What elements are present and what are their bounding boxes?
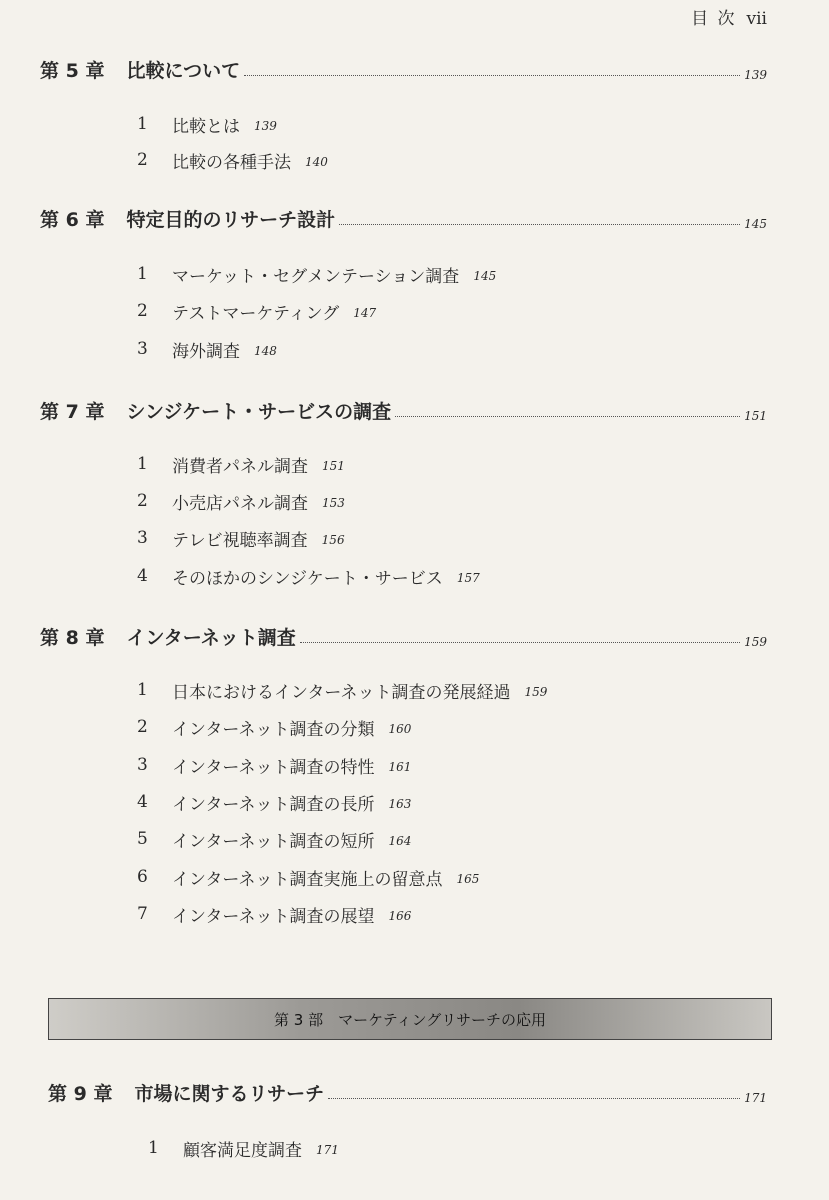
chapter-title: 特定目的のリサーチ設計 (126, 208, 336, 231)
chapter-title: 市場に関するリサーチ (134, 1082, 325, 1105)
toc-item (137, 334, 277, 364)
item-number: 1 (137, 264, 148, 284)
item-title: 顧客満足度調査 (183, 1140, 302, 1161)
toc-item (137, 862, 479, 892)
chapter-page: 171 (744, 1091, 767, 1105)
chapter-page: 139 (744, 68, 767, 82)
item-number: 4 (137, 792, 148, 812)
chapter-page: 145 (744, 217, 767, 231)
dot-leader (339, 224, 740, 225)
item-number: 1 (137, 454, 148, 474)
toc-item (137, 259, 496, 289)
item-title: インターネット調査の長所 (172, 794, 375, 815)
chapter-number: 第 7 章 (40, 400, 105, 423)
chapter-title: 比較について (126, 59, 241, 82)
item-page: 161 (388, 760, 412, 774)
item-title: 比較とは (172, 116, 240, 137)
item-page: 157 (456, 571, 480, 585)
item-title: インターネット調査の展望 (172, 906, 375, 927)
chapter-page: 151 (744, 409, 767, 423)
header-page-number: vii (746, 9, 767, 29)
item-number: 3 (137, 528, 148, 548)
toc-item (137, 486, 345, 516)
header-label: 目 次 (691, 9, 737, 29)
item-title: インターネット調査実施上の留意点 (172, 869, 443, 890)
dot-leader (300, 642, 740, 643)
chapter-number: 第 5 章 (40, 59, 105, 82)
part-banner (48, 998, 772, 1040)
chapter-8-heading (40, 620, 767, 652)
item-number: 5 (137, 829, 148, 849)
item-number: 2 (137, 150, 148, 170)
chapter-number: 第 6 章 (40, 208, 105, 231)
toc-item (137, 899, 411, 929)
item-title: インターネット調査の分類 (172, 719, 375, 740)
item-page: 160 (388, 722, 412, 736)
item-title: 比較の各種手法 (172, 152, 291, 173)
toc-item (137, 712, 411, 742)
item-number: 1 (137, 680, 148, 700)
item-title: テストマーケティング (172, 303, 340, 324)
chapter-page: 159 (744, 635, 767, 649)
item-title: 日本におけるインターネット調査の発展経過 (172, 682, 511, 703)
item-number: 3 (137, 339, 148, 359)
chapter-number: 第 8 章 (40, 626, 105, 649)
chapter-7-heading (40, 394, 767, 426)
dot-leader (395, 416, 740, 417)
item-title: 小売店パネル調査 (172, 493, 308, 514)
toc-item (137, 675, 547, 705)
item-title: そのほかのシンジケート・サービス (172, 568, 443, 589)
item-number: 7 (137, 904, 148, 924)
item-number: 1 (148, 1138, 159, 1158)
toc-item (137, 561, 480, 591)
item-page: 156 (321, 533, 345, 547)
toc-item (137, 824, 411, 854)
item-number: 3 (137, 755, 148, 775)
item-page: 165 (456, 872, 480, 886)
chapter-9-heading (48, 1076, 767, 1108)
toc-item (137, 750, 411, 780)
item-page: 148 (254, 344, 277, 358)
item-title: 消費者パネル調査 (172, 456, 308, 477)
item-page: 166 (388, 909, 412, 923)
toc-item (148, 1133, 339, 1163)
item-number: 2 (137, 301, 148, 321)
item-title: マーケット・セグメンテーション調査 (172, 266, 460, 287)
chapter-title: インターネット調査 (126, 626, 296, 649)
item-number: 4 (137, 566, 148, 586)
toc-item (137, 523, 345, 553)
toc-item (137, 449, 345, 479)
part-title: 第 3 部 マーケティングリサーチの応用 (274, 1010, 546, 1029)
item-page: 147 (353, 306, 377, 320)
item-title: 海外調査 (172, 341, 240, 362)
item-title: インターネット調査の特性 (172, 757, 375, 778)
item-number: 2 (137, 491, 148, 511)
item-page: 140 (305, 155, 328, 169)
item-page: 151 (322, 459, 345, 473)
item-page: 139 (254, 119, 277, 133)
item-page: 171 (316, 1143, 339, 1157)
toc-item (137, 109, 277, 139)
item-title: テレビ視聴率調査 (172, 530, 308, 551)
item-number: 6 (137, 867, 148, 887)
item-page: 159 (524, 685, 548, 699)
item-title: インターネット調査の短所 (172, 831, 375, 852)
dot-leader (328, 1098, 740, 1099)
toc-item (137, 787, 411, 817)
item-number: 2 (137, 717, 148, 737)
chapter-5-heading (40, 53, 767, 85)
item-page: 145 (473, 269, 497, 283)
running-header (691, 4, 767, 29)
item-page: 153 (322, 496, 345, 510)
chapter-number: 第 9 章 (48, 1082, 113, 1105)
item-number: 1 (137, 114, 148, 134)
toc-item (137, 145, 328, 175)
item-page: 164 (388, 834, 412, 848)
dot-leader (244, 75, 740, 76)
item-page: 163 (388, 797, 412, 811)
toc-item (137, 296, 376, 326)
chapter-6-heading (40, 202, 767, 234)
chapter-title: シンジケート・サービスの調査 (126, 400, 392, 423)
